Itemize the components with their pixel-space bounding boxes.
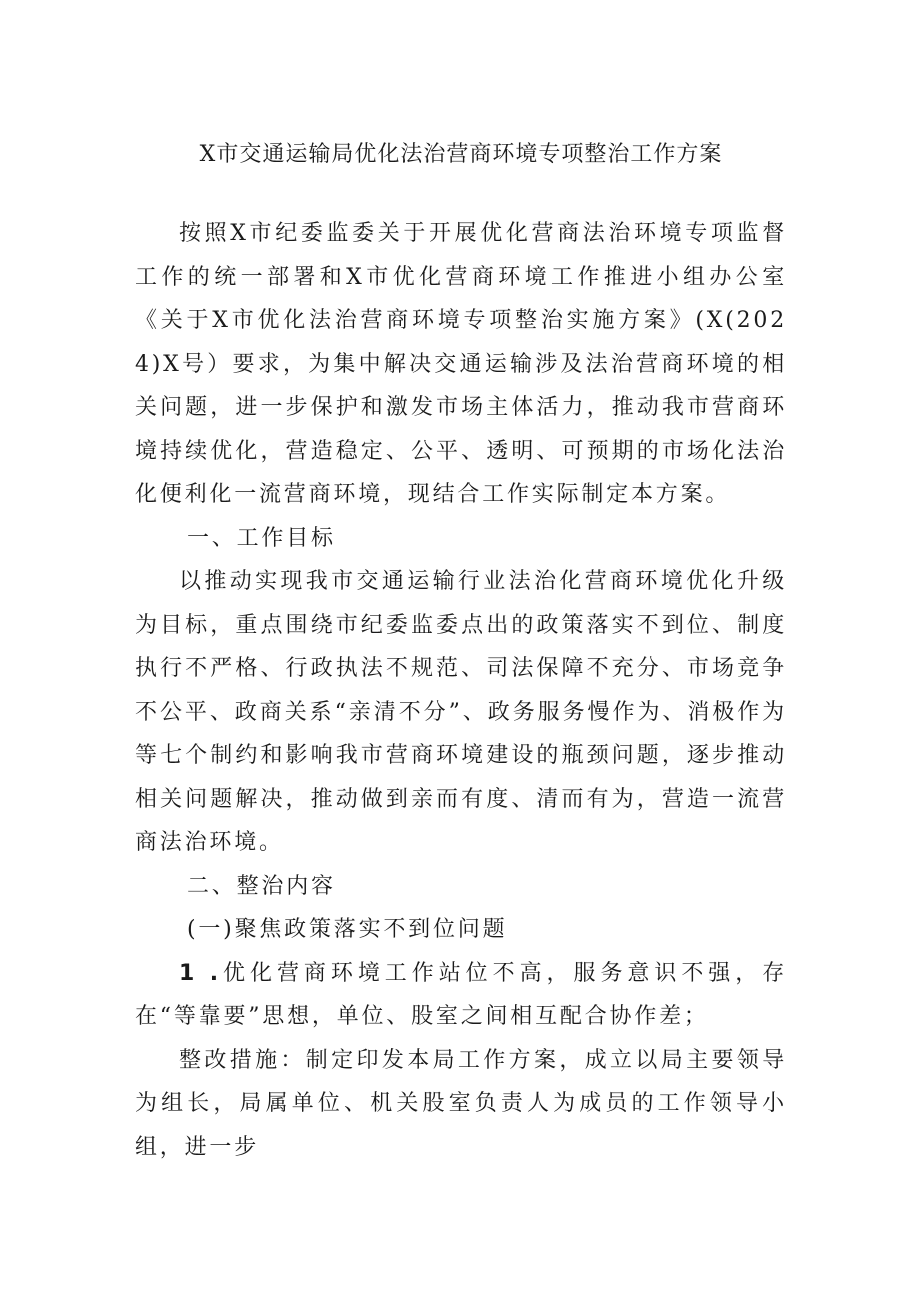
goals-paragraph: 以推动实现我市交通运输行业法治化营商环境优化升级为目标，重点围绕市纪委监委点出的政策落实不到位、制度执行不严格、行政执法不规范、司法保障不充分、市场竞争不公平、政商关系“亲清不分”、政务服务慢作为、消极作为等七个制约和影响我市营商环境建设的瓶颈问题，逐步推动相关问题解决，推动做到亲而有度、清而有为，营造一流营商法治环境。 xyxy=(135,569,787,855)
item-text: 优化营商环境工作站位不高，服务意识不强，存在“等靠要”思想，单位、股室之间相互配合协作差； xyxy=(135,960,787,1029)
document-body xyxy=(135,138,787,1169)
section-heading-goals: 一、工作目标 xyxy=(187,525,336,551)
intro-paragraph: 按照X市纪委监委关于开展优化营商法治环境专项监督工作的统一部署和X市优化营商环境工作推进小组办公室《关于X市优化法治营商环境专项整治实施方案》(X(2024)X号）要求，为集中解决交通运输涉及法治营商环境的相关问题，进一步保护和激发市场主体活力，推动我市营商环境持续优化，营造稳定、公平、透明、可预期的市场化法治化便利化一流营商环境，现结合工作实际制定本方案。 xyxy=(135,221,787,507)
document-title: X市交通运输局优化法治营商环境专项整治工作方案 xyxy=(199,142,723,167)
item-paragraph xyxy=(135,952,787,1039)
subsection-heading-policy: (一)聚焦政策落实不到位问题 xyxy=(187,917,508,942)
item-number: 1 . xyxy=(179,960,221,986)
measures-paragraph: 整改措施：制定印发本局工作方案，成立以局主要领导为组长，局属单位、机关股室负责人为成员的工作领导小组，进一步 xyxy=(135,1047,787,1160)
section-heading-content: 二、整治内容 xyxy=(187,873,336,899)
